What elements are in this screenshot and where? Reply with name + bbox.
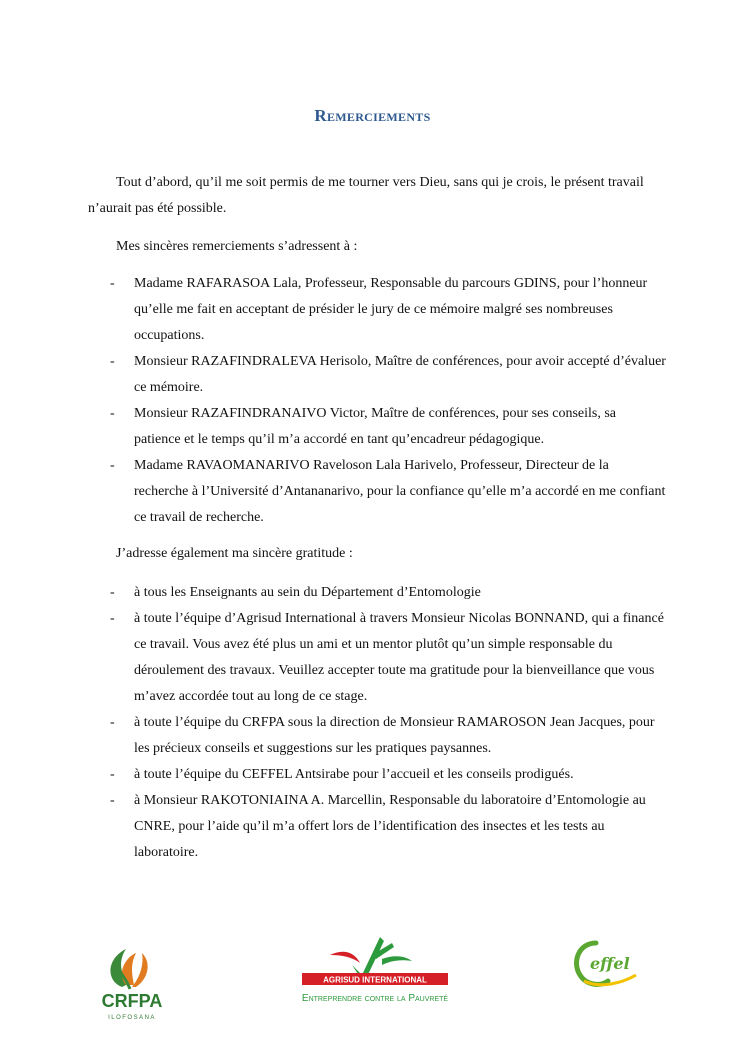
logo-strip [0,925,745,1035]
list-item: - Madame RAVAOMANARIVO Raveloson Lala Harivelo, Professeur, Directeur de la recherche à l’Université d’Antananarivo, pour la confiance qu’elle m’a accordé en me confiant ce travail de recherche. [110,458,666,525]
agrisud-name: AGRISUD INTERNATIONAL [323,975,427,985]
ceffel-name: effel [590,954,630,973]
agrisud-logo [296,925,456,1009]
list-item: - à tous les Enseignants au sein du Département d’Entomologie [110,585,481,600]
list-item: - à toute l’équipe d’Agrisud International à travers Monsieur Nicolas BONNAND, qui a financé ce travail. Vous avez été plus un ami et un mentor plutôt qu’un simple responsable du déroulement des travaux. Veuillez accepter toute ma gratitude pour la bienveillance que vous m’avez accordée tout au long de ce stage. [110,611,664,704]
agrisud-tagline: Entreprendre contre la Pauvreté [301,993,449,1004]
page-title: Remerciements [314,106,431,125]
crfpa-logo [92,935,172,1025]
gratitude-list [106,580,666,866]
list-item: - Monsieur RAZAFINDRANAIVO Victor, Maître de conférences, pour ses conseils, sa patience et le temps qu’il m’a accordé en tant qu’encadreur pédagogique. [110,406,617,447]
list-item: - à Monsieur RAKOTONIAINA A. Marcellin, Responsable du laboratoire d’Entomologie au CNRE, pour l’aide qu’il m’a offert lors de l’identification des insectes et les tests au laboratoire. [110,793,646,860]
intro-paragraph: Tout d’abord, qu’il me soit permis de me tourner vers Dieu, sans qui je crois, le présent travail n’aurait pas été possible. [88,175,644,216]
crfpa-name: CRFPA [101,991,163,1011]
ceffel-logo [570,937,646,993]
list-item: - Madame RAFARASOA Lala, Professeur, Responsable du parcours GDINS, pour l’honneur qu’elle me fait en acceptant de présider le jury de ce mémoire malgré ses nombreuses occupations. [110,276,648,343]
thanks-lead: Mes sincères remerciements s’adressent à : [116,239,358,254]
crfpa-subtitle: ILOFOSANA [108,1015,156,1021]
thanks-list [106,271,666,531]
gratitude-lead: J’adresse également ma sincère gratitude : [116,546,353,561]
list-item: - Monsieur RAZAFINDRALEVA Herisolo, Maître de conférences, pour avoir accepté d’évaluer ce mémoire. [110,354,666,395]
list-item: - à toute l’équipe du CRFPA sous la direction de Monsieur RAMAROSON Jean Jacques, pour les précieux conseils et suggestions sur les pratiques paysannes. [110,715,655,756]
list-item: - à toute l’équipe du CEFFEL Antsirabe pour l’accueil et les conseils prodigués. [110,767,574,782]
